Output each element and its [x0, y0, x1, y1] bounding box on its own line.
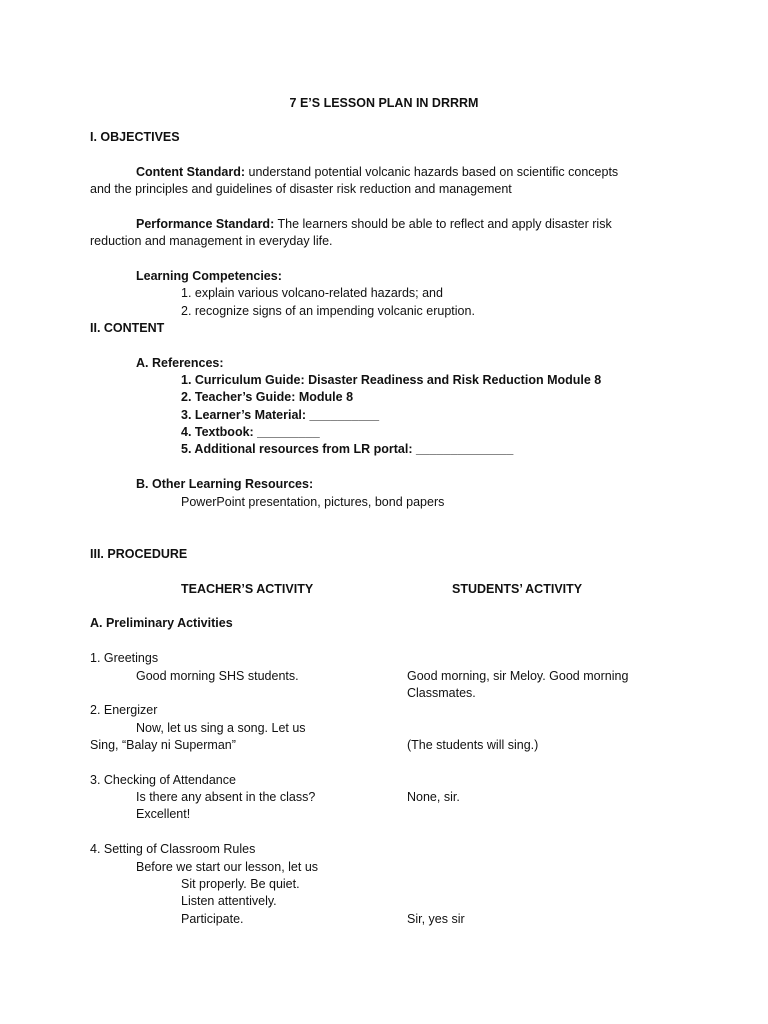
reference-item: 2. Teacher’s Guide: Module 8 — [181, 390, 354, 404]
content-heading: II. CONTENT — [90, 321, 165, 335]
student-activity-header: STUDENTS’ ACTIVITY — [452, 582, 583, 596]
reference-item: 3. Learner’s Material: __________ — [181, 408, 380, 422]
reference-item: 5. Additional resources from LR portal: ______________ — [181, 442, 514, 456]
teacher-activity-header: TEACHER’S ACTIVITY — [181, 582, 314, 596]
performance-standard-label: Performance Standard: — [136, 217, 275, 231]
procedure-heading: III. PROCEDURE — [90, 547, 188, 561]
performance-standard-line-1 — [136, 216, 612, 233]
content-standard-line-1 — [136, 164, 618, 181]
rules-teacher-text: Listen attentively. — [181, 894, 277, 908]
rules-teacher-text: Participate. — [181, 912, 244, 926]
greetings-teacher-text: Good morning SHS students. — [136, 669, 299, 683]
energizer-label: 2. Energizer — [90, 703, 158, 717]
competency-item: 2. recognize signs of an impending volcanic eruption. — [181, 304, 475, 318]
performance-standard-text: The learners should be able to reflect and apply disaster risk — [274, 217, 612, 231]
preliminary-activities-label: A. Preliminary Activities — [90, 616, 233, 630]
classroom-rules-label: 4. Setting of Classroom Rules — [90, 842, 256, 856]
attendance-teacher-text: Excellent! — [136, 807, 191, 821]
greetings-label: 1. Greetings — [90, 651, 159, 665]
other-resources-text: PowerPoint presentation, pictures, bond papers — [181, 495, 445, 509]
performance-standard-line-2: reduction and management in everyday life. — [90, 234, 333, 248]
attendance-teacher-text: Is there any absent in the class? — [136, 790, 316, 804]
content-standard-text: understand potential volcanic hazards based on scientific concepts — [245, 165, 619, 179]
document-title: 7 E’S LESSON PLAN IN DRRRM — [289, 96, 479, 110]
other-resources-label: B. Other Learning Resources: — [136, 477, 314, 491]
rules-teacher-text: Before we start our lesson, let us — [136, 860, 319, 874]
content-standard-line-2: and the principles and guidelines of disaster risk reduction and management — [90, 182, 512, 196]
reference-item: 4. Textbook: _________ — [181, 425, 320, 439]
energizer-student-text: (The students will sing.) — [407, 738, 539, 752]
content-standard-label: Content Standard: — [136, 165, 246, 179]
attendance-label: 3. Checking of Attendance — [90, 773, 236, 787]
reference-item: 1. Curriculum Guide: Disaster Readiness and Risk Reduction Module 8 — [181, 373, 602, 387]
rules-teacher-text: Sit properly. Be quiet. — [181, 877, 300, 891]
competency-item: 1. explain various volcano-related hazards; and — [181, 286, 443, 300]
energizer-teacher-text: Sing, “Balay ni Superman” — [90, 738, 236, 752]
greetings-student-text: Classmates. — [407, 686, 476, 700]
attendance-student-text: None, sir. — [407, 790, 460, 804]
objectives-heading: I. OBJECTIVES — [90, 130, 180, 144]
rules-student-text: Sir, yes sir — [407, 912, 465, 926]
energizer-teacher-text: Now, let us sing a song. Let us — [136, 721, 306, 735]
references-label: A. References: — [136, 356, 224, 370]
competencies-label: Learning Competencies: — [136, 269, 282, 283]
greetings-student-text: Good morning, sir Meloy. Good morning — [407, 669, 629, 683]
